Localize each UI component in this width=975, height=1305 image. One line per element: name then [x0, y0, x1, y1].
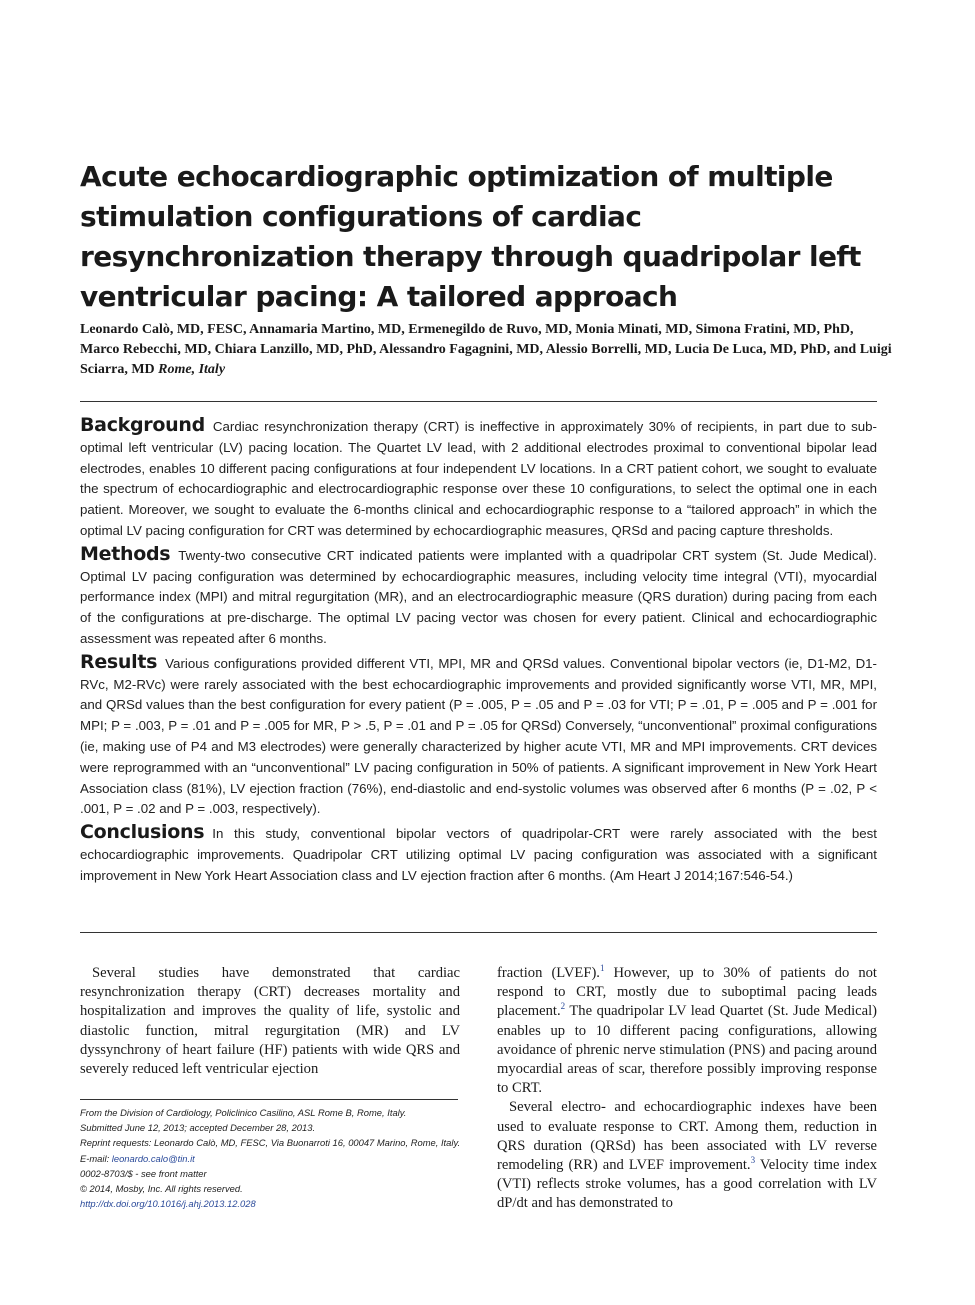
body-text: Velocity time index (VTI) reflects stroke volumes, has a good correlation with LV dP/dt and has demonstrated to — [497, 1157, 877, 1212]
email-label: E-mail: — [80, 1152, 112, 1164]
body-text: Several electro- and echocardiographic indexes have been used to evaluate response to CRT. Among them, reduction in QRS duration (QRSd) has been associated with LV reverse remodeling (RR) and LVEF improvement. — [497, 1099, 877, 1174]
author-list — [80, 320, 895, 380]
abstract-conclusions — [80, 822, 877, 886]
body-paragraph — [497, 1098, 877, 1213]
footnotes — [80, 1105, 470, 1211]
footnote-copyright: © 2014, Mosby, Inc. All rights reserved. — [80, 1183, 243, 1195]
footnote-affiliation: From the Division of Cardiology, Policlinico Casilino, ASL Rome B, Rome, Italy. — [80, 1107, 407, 1118]
authors-names: Leonardo Calò, MD, FESC, Annamaria Martino, MD, Ermenegildo de Ruvo, MD, Monia Minati, MD, Simona Fratini, MD, PhD, Marco Rebecchi, MD, Chiara Lanzillo, MD, PhD, Alessandro Fagagnini, MD, Alessio Borrelli, MD, Lucia De Luca, MD, PhD, and Luigi Sciarra, MD — [80, 322, 892, 377]
abstract-methods — [80, 544, 877, 650]
results-text: Various configurations provided different VTI, MPI, MR and QRSd values. Conventional bipolar vectors (ie, D1-M2, D1-RVc, M2-RVc) were rarely associated with the best echocardiographic improvements and provided significantly worse VTI, MR, MPI, and QRSd values than the best configuration for every patient (P = .005, P = .05 and P = .03 for VTI; P = .01, P = .005 and P = .001 for MPI; P = .003, P = .01 and P = .005 for MR, P > .5, P = .01 and P = .05 for QRSd) Conversely, “unconventional” proximal configurations (ie, making use of P4 and M3 electrodes) were generally characterized by higher acute VTI, MR and MPI improvements. CRT devices were reprogrammed with an “unconventional” LV pacing configuration in 50% of patients. A significant improvement in New York Heart Association class (81%), LV ejection fraction (76%), end-diastolic and end-systolic volumes was observed after 6 months (P = .02, P < .001, P = .02 and P = .003, respectively). — [80, 655, 877, 817]
doi-link[interactable]: http://dx.doi.org/10.1016/j.ahj.2013.12.028 — [80, 1198, 256, 1210]
footnote-email — [80, 1151, 470, 1166]
reference-link-1[interactable]: 1 — [599, 963, 605, 974]
body-paragraph — [497, 964, 877, 1098]
footnote-dates: Submitted June 12, 2013; accepted December 28, 2013. — [80, 1122, 316, 1134]
body-text: fraction (LVEF). — [497, 965, 600, 981]
background-text: Cardiac resynchronization therapy (CRT) is ineffective in approximately 30% of recipients, in part due to sub-optimal left ventricular (LV) pacing location. The Quartet LV lead, with 2 additional electrodes proximal to conventional bipolar lead electrodes, enables 10 different pacing configurations at four independent LV locations. In a CRT patient cohort, we sought to evaluate the spectrum of echocardiographic and electrocardiographic response over these 10 configurations, to select the optimal one in each patient. Moreover, we sought to evaluate the 6-months clinical and echocardiographic response to a “tailored approach” in which the optimal LV pacing configuration for CRT was determined by echocardiographic measures, QRSd and pacing capture thresholds. — [80, 419, 877, 538]
conclusions-heading: Conclusions — [80, 821, 205, 844]
abstract-background — [80, 415, 877, 542]
abstract-bottom-divider — [80, 932, 877, 933]
body-paragraph: Several studies have demonstrated that cardiac resynchronization therapy (CRT) decreases mortality and hospitalization and improves the quality of life, systolic and diastolic function, mitral regurgitation (MR) and LV dyssynchrony of heart failure (HF) patients with wide QRS and severely reduced left ventricular ejection — [80, 965, 460, 1078]
reference-link-2[interactable]: 2 — [560, 1001, 566, 1012]
abstract-results — [80, 652, 877, 820]
background-heading: Background — [80, 414, 205, 436]
body-text: However, up to 30% of patients do not respond to CRT, mostly due to suboptimal pacing leads placement. — [497, 965, 877, 1020]
body-text: The quadripolar LV lead Quartet (St. Jude Medical) enables up to 10 different pacing configurations, allowing avoidance of phrenic nerve stimulation (PNS) and pacing around myocardial areas of scar, therefore possibly improving response to CRT. — [497, 1003, 877, 1097]
methods-heading: Methods — [80, 542, 171, 565]
abstract-top-divider — [80, 401, 877, 402]
author-location: Rome, Italy — [158, 362, 226, 377]
footnote-reprint: Reprint requests: Leonardo Calò, MD, FESC, Via Buonarroti 16, 00047 Marino, Rome, Italy. — [80, 1137, 461, 1149]
body-right-column — [497, 964, 877, 1214]
methods-text: Twenty-two consecutive CRT indicated patients were implanted with a quadripolar CRT system (St. Jude Medical). Optimal LV pacing configuration was determined by echocardiographic measures, including velocity time integral (VTI), myocardial performance index (MPI) and mitral regurgitation (MR), and an electrocardiographic measure (QRS duration) during pacing from each of the configurations at pre-discharge. The optimal LV pacing vector was chosen for every patient. Clinical and echocardiographic assessment was repeated after 6 months. — [80, 547, 877, 646]
footnote-divider — [80, 1099, 458, 1100]
footnote-issn: 0002-8703/$ - see front matter — [80, 1167, 207, 1179]
results-heading: Results — [80, 650, 158, 673]
conclusions-text: In this study, conventional bipolar vectors of quadripolar-CRT were rarely associated with the best echocardiographic improvements. Quadripolar CRT utilizing optimal LV pacing configuration was associated with a significant improvement in New York Heart Association class and LV ejection fraction after 6 months. (Am Heart J 2014;167:546-54.) — [80, 826, 877, 883]
email-link[interactable]: leonardo.calo@tin.it — [111, 1152, 195, 1164]
abstract — [80, 415, 877, 889]
body-left-column — [80, 964, 460, 1079]
reference-link-3[interactable]: 3 — [750, 1155, 756, 1166]
article-title: Acute echocardiographic optimization of multiple stimulation configurations of cardiac resynchronization therapy through quadripolar left ventricular pacing: A tailored approach — [80, 160, 861, 313]
